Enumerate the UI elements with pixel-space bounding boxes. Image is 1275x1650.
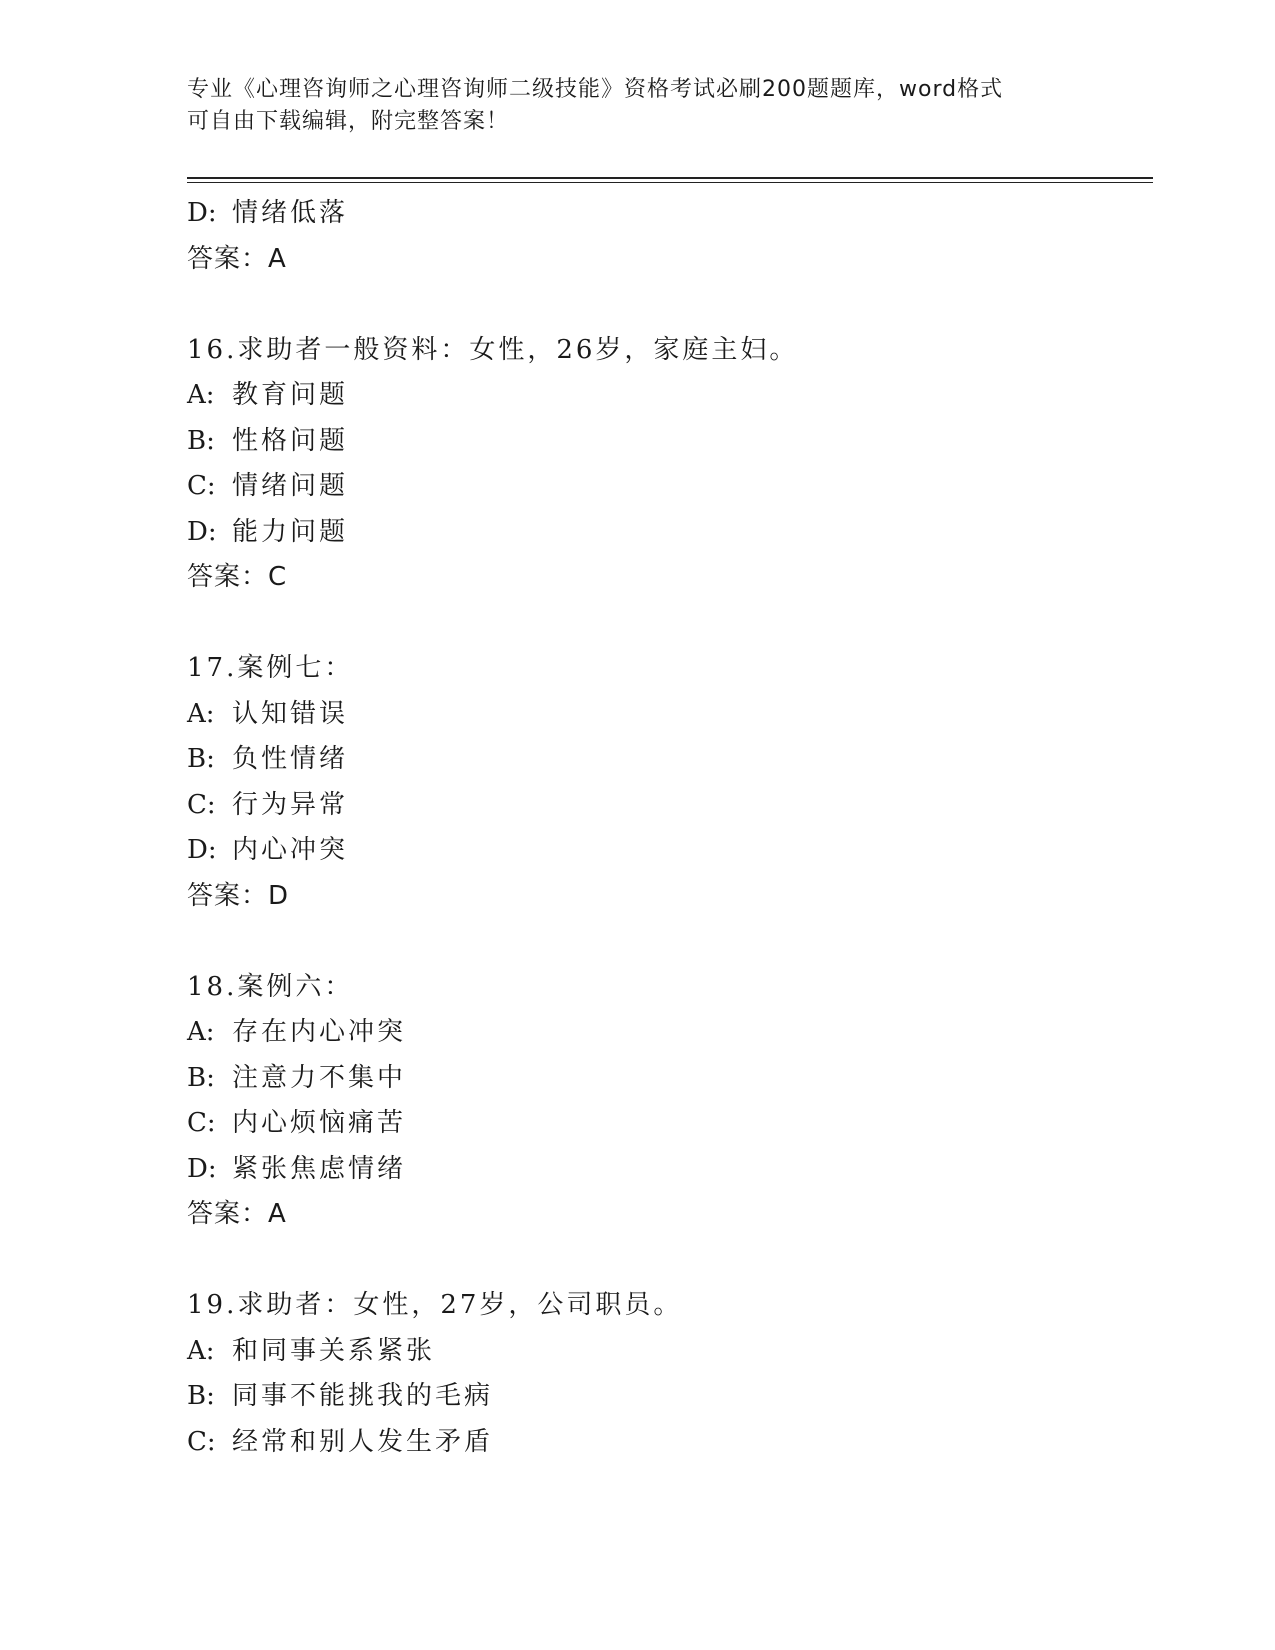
header-divider-thick <box>187 177 1153 179</box>
option-text: 同事不能挑我的毛病 <box>232 1381 494 1411</box>
option-a <box>187 373 1147 419</box>
option-text: 情绪低落 <box>232 198 349 228</box>
option-label: C: <box>187 1426 216 1457</box>
option-a <box>187 692 1147 738</box>
option-text: 教育问题 <box>232 380 349 410</box>
document-header <box>187 74 1087 138</box>
question-stem: 19.求助者：女性，27岁，公司职员。 <box>187 1290 683 1320</box>
option-text: 经常和别人发生矛盾 <box>232 1426 494 1457</box>
option-label: D: <box>187 835 217 865</box>
option-text: 能力问题 <box>232 516 349 547</box>
option-label: A: <box>187 698 215 729</box>
header-divider-thin <box>187 182 1153 183</box>
option-b <box>187 419 1147 465</box>
option-label: A: <box>187 1335 215 1366</box>
option-label: B: <box>187 744 215 774</box>
header-line-2: 可自由下载编辑，附完整答案！ <box>187 109 510 134</box>
option-d <box>187 191 1147 237</box>
option-a <box>187 1329 1147 1375</box>
option-c <box>187 783 1147 829</box>
question-stem: 18.案例六： <box>187 971 354 1002</box>
option-text: 存在内心冲突 <box>232 1017 407 1047</box>
option-text: 情绪问题 <box>232 471 349 501</box>
option-d <box>187 1147 1147 1193</box>
option-label: C: <box>187 789 216 820</box>
option-text: 性格问题 <box>232 425 349 456</box>
option-text: 认知错误 <box>232 698 349 729</box>
option-label: B: <box>187 1381 215 1411</box>
answer-line: 答案：C <box>187 562 288 592</box>
option-label: C: <box>187 471 216 501</box>
option-text: 内心烦恼痛苦 <box>232 1108 407 1138</box>
option-label: A: <box>187 1017 215 1047</box>
answer-line: 答案：D <box>187 880 290 911</box>
option-label: B: <box>187 1062 215 1093</box>
option-label: D: <box>187 198 217 228</box>
option-label: A: <box>187 380 215 410</box>
question-list <box>187 191 1147 1465</box>
option-text: 紧张焦虑情绪 <box>232 1153 407 1184</box>
question-stem: 17.案例七： <box>187 653 354 683</box>
option-text: 内心冲突 <box>232 835 349 865</box>
option-text: 行为异常 <box>232 789 349 820</box>
question-stem: 16.求助者一般资料：女性，26岁，家庭主妇。 <box>187 334 799 365</box>
option-label: D: <box>187 1153 217 1184</box>
option-a <box>187 1010 1147 1056</box>
option-c <box>187 464 1147 510</box>
option-c <box>187 1101 1147 1147</box>
option-b <box>187 1374 1147 1420</box>
option-d <box>187 510 1147 556</box>
option-b <box>187 1056 1147 1102</box>
option-d <box>187 828 1147 874</box>
option-c <box>187 1420 1147 1466</box>
option-label: D: <box>187 516 217 547</box>
option-b <box>187 737 1147 783</box>
option-text: 注意力不集中 <box>232 1062 407 1093</box>
answer-line: 答案：A <box>187 243 287 274</box>
option-label: B: <box>187 425 215 456</box>
header-line-1: 专业《心理咨询师之心理咨询师二级技能》资格考试必刷200题题库，word格式 <box>187 77 1004 102</box>
option-label: C: <box>187 1108 216 1138</box>
option-text: 负性情绪 <box>232 744 349 774</box>
answer-line: 答案：A <box>187 1199 287 1229</box>
option-text: 和同事关系紧张 <box>232 1335 436 1366</box>
